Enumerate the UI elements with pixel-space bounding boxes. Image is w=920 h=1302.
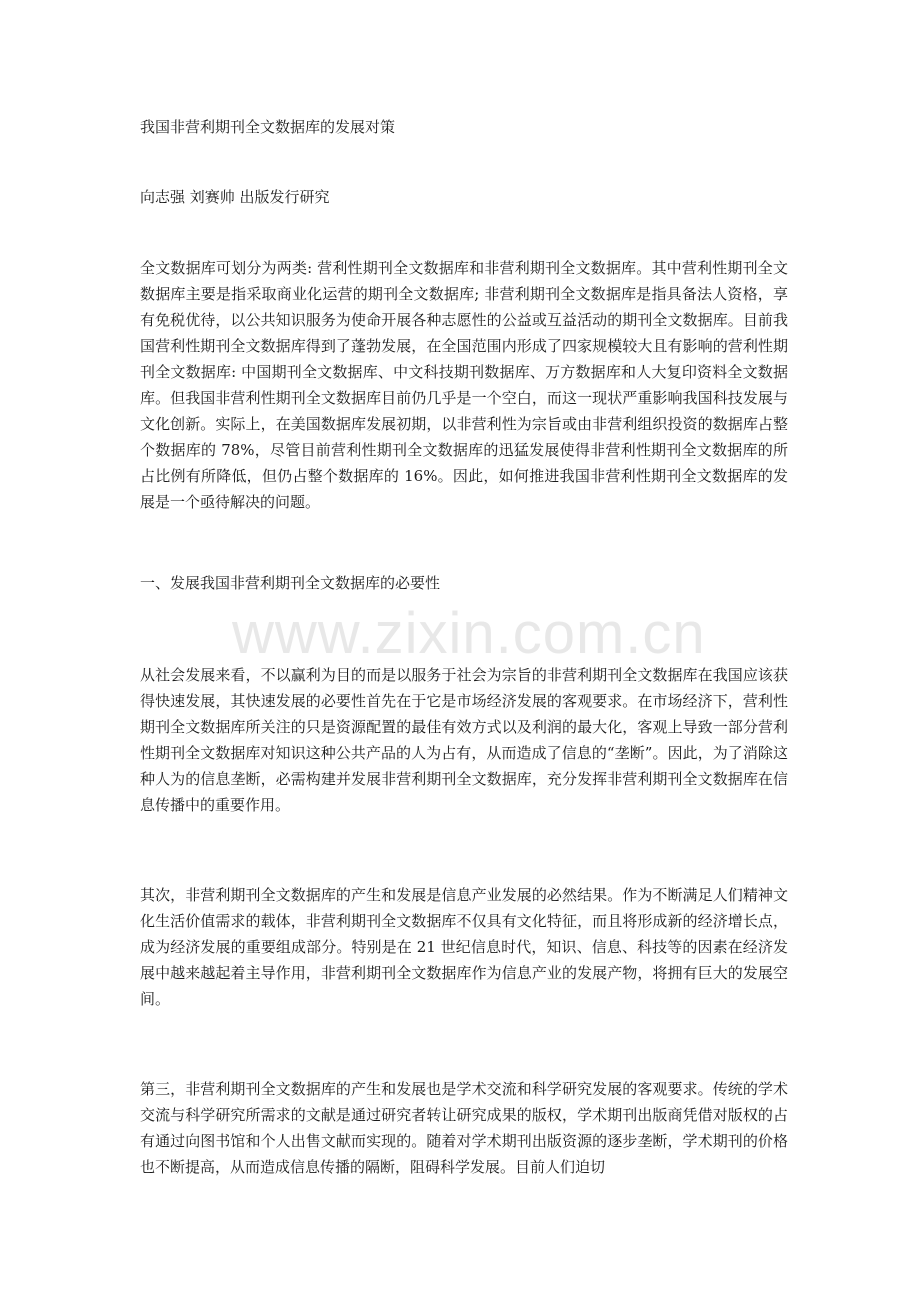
intro-paragraph: 全文数据库可划分为两类: 营利性期刊全文数据库和非营利期刊全文数据库。其中营利性期刊全文数据库主要是指采取商业化运营的期刊全文数据库; 非营利期刊全文数据库是指具备法人资格，享有免税优待，以公共知识服务为使命开展各种志愿性的公益或互益活动的期刊全文数据库。目前我国营利性期刊全文数据库得到了蓬勃发展，在全国范围内形成了四家规模较大且有影响的营利性期刊全文数据库: 中国期刊全文数据库、中文科技期刊数据库、万方数据库和人大复印资料全文数据库。但我国非营利性期刊全文数据库目前仍几乎是一个空白，而这一现状严重影响我国科技发展与文化创新。实际上，在美国数据库发展初期，以非营利性为宗旨或由非营利组织投资的数据库占整个数据库的 78%，尽管目前营利性期刊全文数据库的迅猛发展使得非营利性期刊全文数据库的所占比例有所降低，但仍占整个数据库的 16%。因此，如何推进我国非营利性期刊全文数据库的发展是一个亟待解决的问题。 <box>140 259 788 511</box>
author-line: 向志强 刘赛帅 出版发行研究 <box>140 188 330 206</box>
section-heading: 一、发展我国非营利期刊全文数据库的必要性 <box>140 574 441 592</box>
watermark: www.zixin.com.cn <box>232 601 706 666</box>
paragraph-third: 第三，非营利期刊全文数据库的产生和发展也是学术交流和科学研究发展的客观要求。传统的学术交流与科学研究所需求的文献是通过研究者转让研究成果的版权，学术期刊出版商凭借对版权的占有通过向图书馆和个人出售文献而实现的。随着对学术期刊出版资源的逐步垄断，学术期刊的价格也不断提高，从而造成信息传播的隔断，阻碍科学发展。目前人们迫切 <box>140 1080 788 1176</box>
document-title: 我国非营利期刊全文数据库的发展对策 <box>140 118 396 136</box>
paragraph-second: 其次，非营利期刊全文数据库的产生和发展是信息产业发展的必然结果。作为不断满足人们精神文化生活价值需求的载体，非营利期刊全文数据库不仅具有文化特征，而且将形成新的经济增长点，成为经济发展的重要组成部分。特别是在 21 世纪信息时代，知识、信息、科技等的因素在经济发展中越来越起着主导作用，非营利期刊全文数据库作为信息产业的发展产物，将拥有巨大的发展空间。 <box>140 886 788 1008</box>
paragraph-social-development: 从社会发展来看，不以赢利为目的而是以服务于社会为宗旨的非营利期刊全文数据库在我国应该获得快速发展，其快速发展的必要性首先在于它是市场经济发展的客观要求。在市场经济下，营利性期刊全文数据库所关注的只是资源配置的最佳有效方式以及利润的最大化，客观上导致一部分营利性期刊全文数据库对知识这种公共产品的人为占有，从而造成了信息的“垄断”。因此，为了消除这种人为的信息垄断，必需构建并发展非营利期刊全文数据库，充分发挥非营利期刊全文数据库在信息传播中的重要作用。 <box>140 666 788 814</box>
